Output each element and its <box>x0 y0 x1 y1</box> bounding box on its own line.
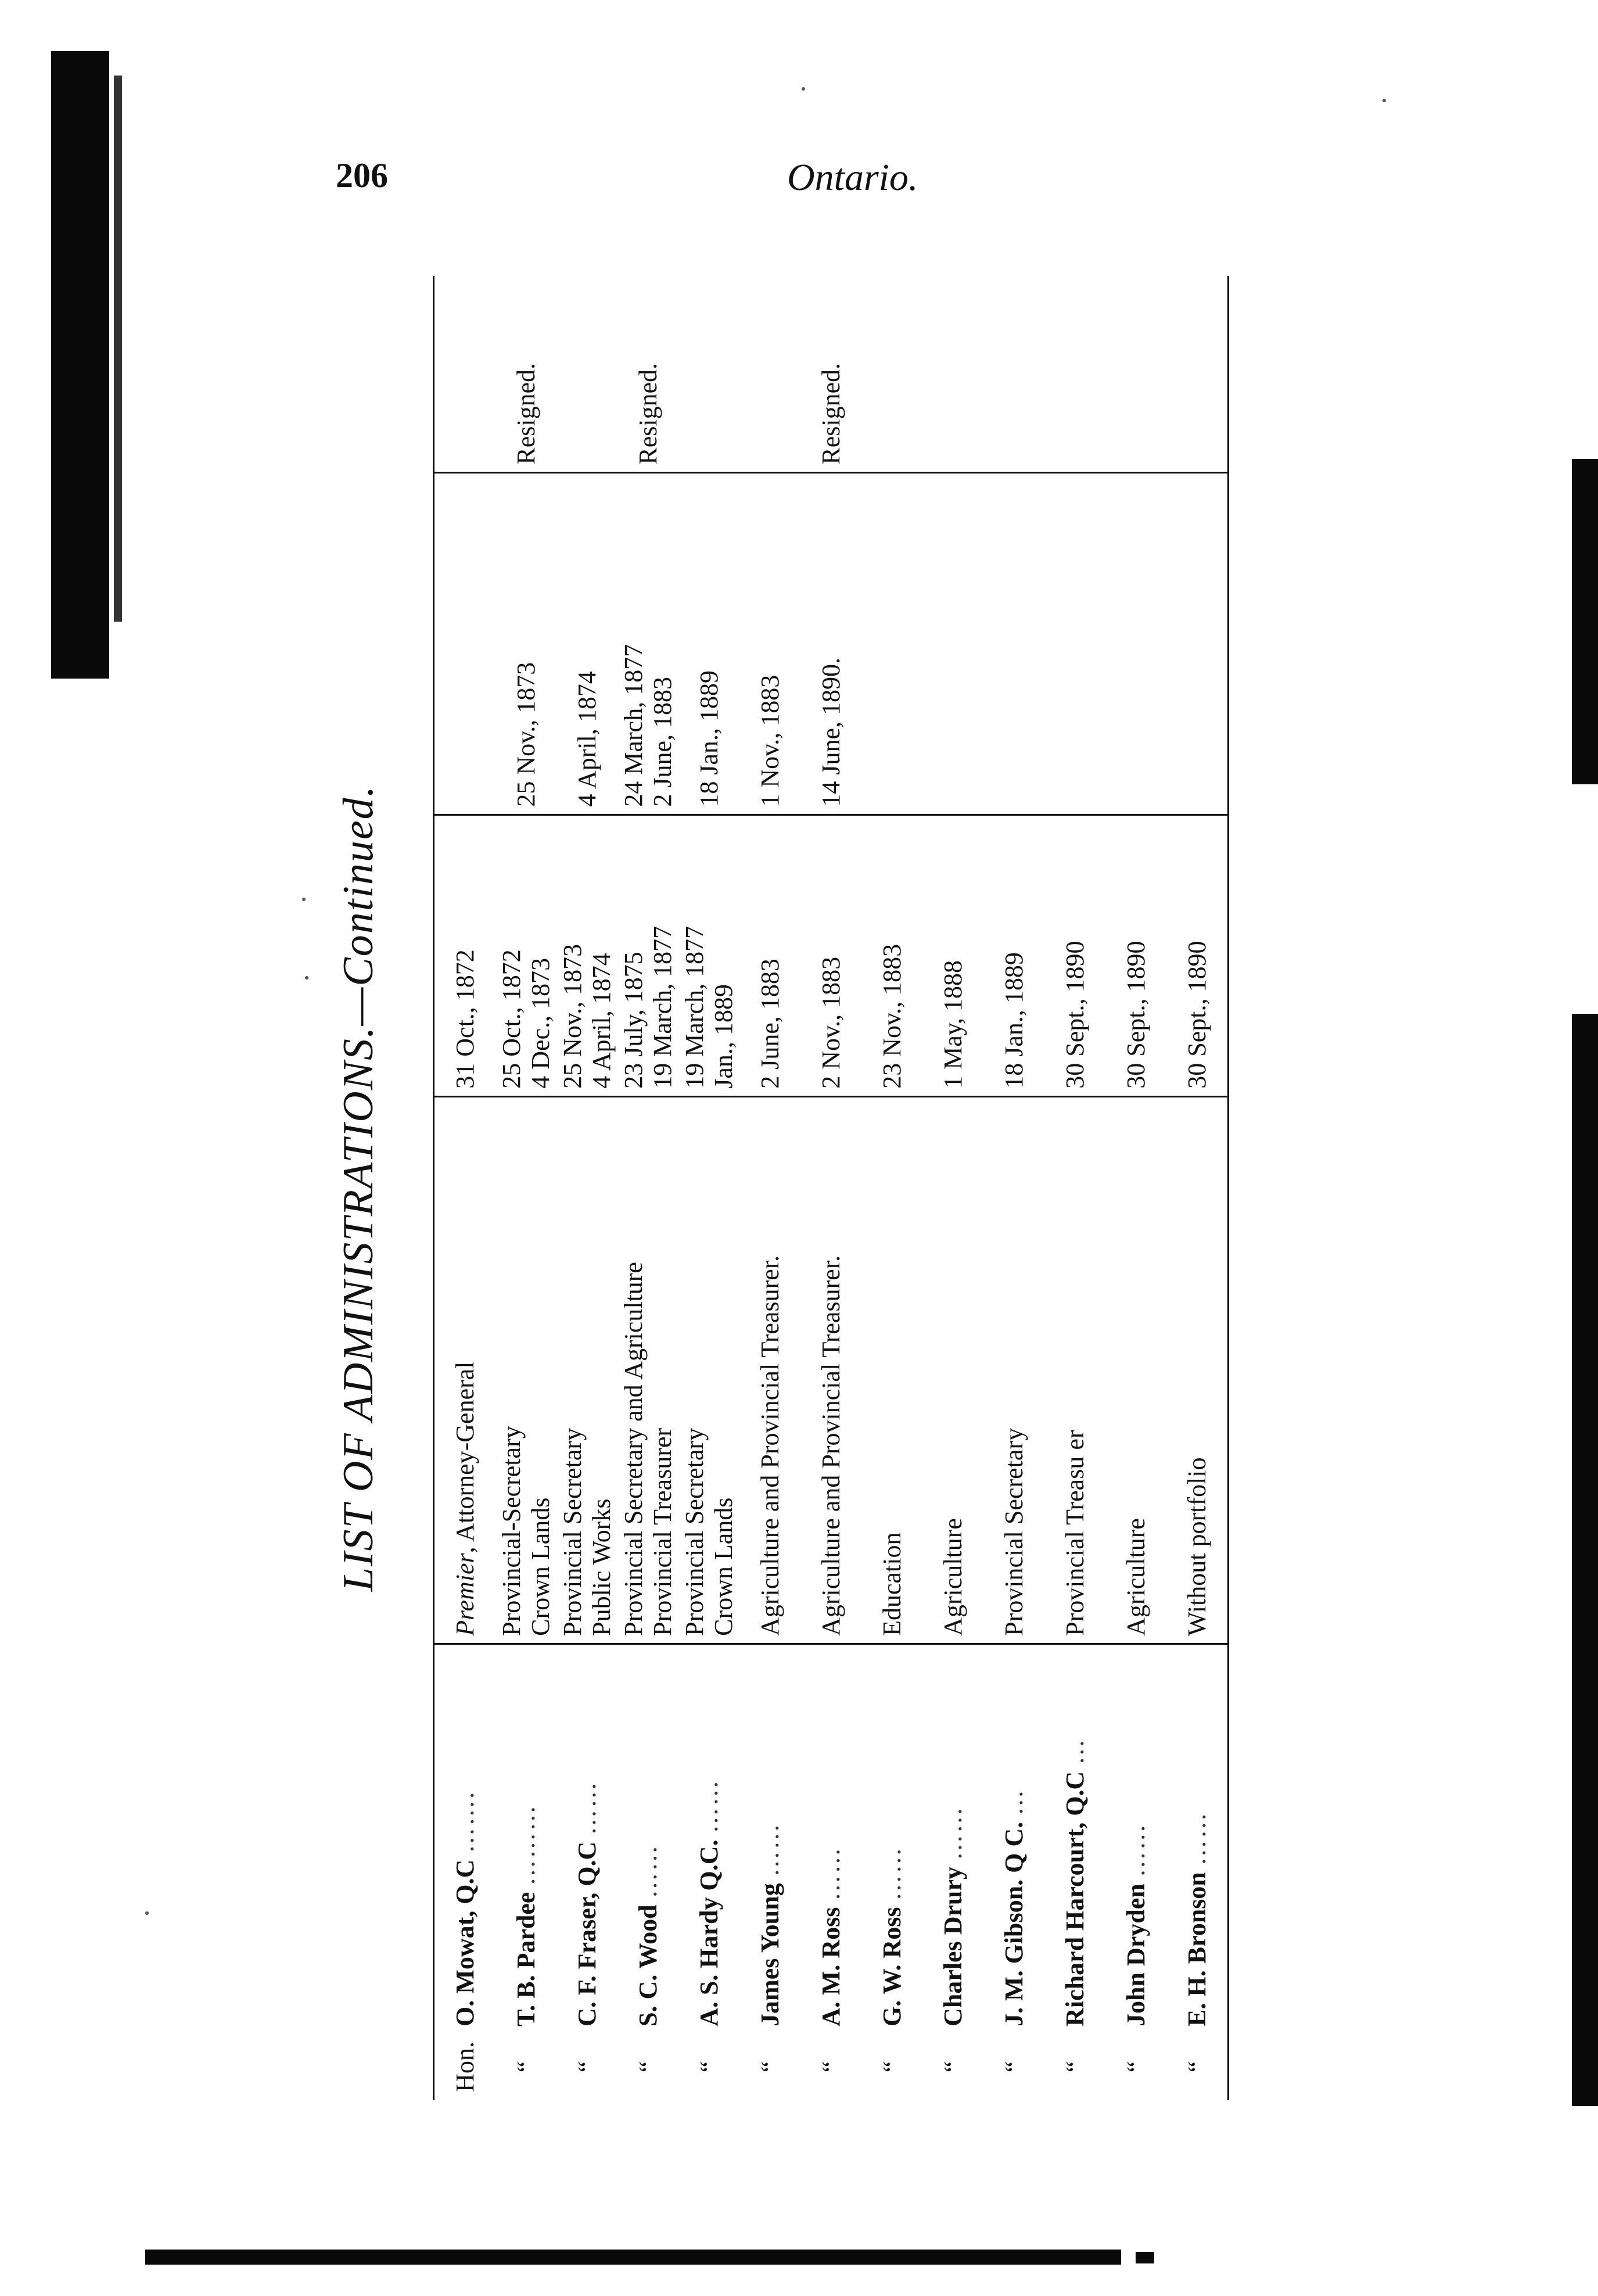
office-cell <box>556 1096 617 1644</box>
remarks-cell <box>678 276 739 472</box>
ditto-mark: “ <box>878 2061 906 2073</box>
appointed-line-1: 30 Sept., 1890 <box>1060 941 1089 1089</box>
remarks-cell <box>434 276 496 472</box>
office-cell <box>983 1096 1044 1644</box>
office-line-1 <box>558 1104 587 1636</box>
appointed-cell <box>434 815 496 1096</box>
appointed-line-1: 30 Sept., 1890 <box>1121 941 1150 1089</box>
appointed-line-2: 4 Dec., 1873 <box>526 957 555 1089</box>
office-text: Agriculture <box>1121 1518 1150 1636</box>
member-name-cell <box>556 1644 617 2033</box>
office-text: Agriculture <box>938 1518 967 1636</box>
office-text: Education <box>877 1532 906 1636</box>
table-body <box>434 276 1229 2100</box>
remarks-cell <box>983 276 1044 472</box>
member-name-cell <box>800 1644 861 2033</box>
member-name-cell <box>434 1644 496 2033</box>
retired-cell <box>1105 472 1166 815</box>
appointed-cell <box>1105 815 1166 1096</box>
appointed-cell <box>1166 815 1229 1096</box>
dot-leader: …… <box>939 1805 967 1860</box>
office-text: Provincial Secretary <box>558 1427 587 1636</box>
member-name: C. F. Fraser, Q.C <box>573 1841 601 2026</box>
table-row <box>983 276 1044 2100</box>
remarks-cell <box>739 276 800 472</box>
scan-edge-shadow-left <box>51 51 109 679</box>
office-line-2: Crown Lands <box>526 1497 555 1636</box>
office-line-1 <box>619 1104 648 1636</box>
page-number: 206 <box>336 156 388 195</box>
office-line-1 <box>817 1104 846 1636</box>
ditto-mark: “ <box>1166 2033 1229 2100</box>
appointed-cell <box>739 815 800 1096</box>
scan-speck <box>305 976 308 980</box>
ditto-mark: “ <box>634 2061 662 2073</box>
table-row <box>495 276 556 2100</box>
ditto-mark: “ <box>1000 2061 1028 2073</box>
member-name: T. B. Pardee <box>512 1892 540 2026</box>
dot-leader: …… <box>573 1780 601 1835</box>
dot-leader: …… <box>878 1846 906 1901</box>
appointed-cell <box>495 815 556 1096</box>
retired-cell <box>739 472 800 815</box>
office-text: Provincial Secretary <box>999 1427 1028 1636</box>
office-line-1 <box>756 1104 785 1636</box>
office-cell <box>800 1096 861 1644</box>
retired-cell <box>617 472 678 815</box>
office-line-1 <box>1000 1104 1029 1636</box>
table-caption: LIST OF ADMINISTRATIONS.—Continued. <box>335 784 382 1592</box>
member-name: E. H. Bronson <box>1183 1872 1211 2026</box>
scan-speck <box>802 87 805 91</box>
ditto-mark: “ <box>512 2061 540 2073</box>
retired-cell <box>800 472 861 815</box>
remarks-cell <box>1166 276 1229 472</box>
appointed-line-1: 23 Nov., 1883 <box>877 943 906 1089</box>
retired-cell <box>983 472 1044 815</box>
office-text: Provincial-Secretary <box>497 1426 526 1636</box>
member-name-cell <box>678 1644 739 2033</box>
remarks-cell: Resigned. <box>634 363 662 465</box>
appointed-cell <box>1044 815 1105 1096</box>
table-row <box>678 276 739 2100</box>
dot-leader: ……. <box>451 1790 479 1853</box>
table-row <box>434 276 496 2100</box>
table-row <box>556 276 617 2100</box>
office-text: Agriculture and Provincial Treasurer. <box>755 1255 784 1636</box>
remarks-cell: Resigned. <box>512 363 540 465</box>
running-head: Ontario. <box>787 156 918 199</box>
rotated-table-block <box>317 264 1292 2112</box>
dot-leader: …… <box>634 1843 662 1899</box>
retired-cell <box>1044 472 1105 815</box>
dot-leader: …… <box>1122 1823 1150 1878</box>
ditto-mark: “ <box>1061 2061 1089 2073</box>
office-line-1 <box>1061 1104 1090 1636</box>
ditto-mark: “ <box>1122 2061 1150 2073</box>
retired-line-1: 1 Nov., 1883 <box>755 675 784 807</box>
member-name: Richard Harcourt, Q.C <box>1061 1771 1089 2026</box>
dot-leader: …… <box>756 1822 784 1877</box>
retired-line-2: 2 June, 1883 <box>648 676 677 807</box>
retired-line-1: 18 Jan., 1889 <box>694 670 723 807</box>
retired-cell <box>861 472 922 815</box>
appointed-cell <box>983 815 1044 1096</box>
office-line-1 <box>878 1104 907 1636</box>
office-cell <box>1166 1096 1229 1644</box>
remarks-cell: Resigned. <box>817 363 845 465</box>
table-row <box>1044 276 1105 2100</box>
ditto-mark: “ <box>939 2061 967 2073</box>
remarks-cell <box>1044 276 1105 472</box>
appointed-line-2: 4 April, 1874 <box>587 953 616 1089</box>
retired-cell <box>434 472 496 815</box>
appointed-line-2: 19 March, 1877 <box>648 925 677 1089</box>
member-name-cell <box>1166 1644 1229 2033</box>
member-name: Charles Drury <box>939 1866 967 2026</box>
office-line-2: Crown Lands <box>709 1497 738 1636</box>
ditto-mark: “ <box>817 2061 845 2073</box>
appointed-line-1: 23 July, 1875 <box>619 952 648 1089</box>
retired-cell <box>556 472 617 815</box>
office-cell <box>678 1096 739 1644</box>
scan-speck <box>302 898 306 901</box>
dot-leader: … <box>1000 1788 1028 1816</box>
appointed-line-1: 1 May, 1888 <box>938 960 967 1089</box>
appointed-line-1: 31 Oct., 1872 <box>450 949 479 1089</box>
member-name-cell <box>1044 1644 1105 2033</box>
scan-edge-shadow-bottom <box>145 2250 1121 2265</box>
member-name-cell <box>922 1644 983 2033</box>
scan-speck <box>145 1911 149 1915</box>
member-name: John Dryden <box>1122 1884 1150 2026</box>
office-text: Provincial Secretary <box>680 1427 709 1636</box>
table-row <box>1166 276 1229 2100</box>
office-cell <box>861 1096 922 1644</box>
office-text: Without portfolio <box>1182 1457 1211 1636</box>
office-text: , Attorney-General <box>450 1361 479 1554</box>
appointed-line-1: 30 Sept., 1890 <box>1182 941 1211 1089</box>
administrations-table <box>433 276 1229 2100</box>
member-name-cell <box>983 1644 1044 2033</box>
appointed-cell <box>678 815 739 1096</box>
office-line-2: Public Works <box>587 1498 616 1636</box>
office-cell <box>739 1096 800 1644</box>
member-name-cell <box>617 1644 678 2033</box>
member-name: A. S. Hardy Q.C. <box>695 1839 723 2026</box>
scan-speck <box>1382 99 1386 102</box>
ditto-mark: Hon. <box>434 2033 496 2100</box>
retired-cell <box>678 472 739 815</box>
office-text: Provincial Secretary and Agriculture <box>619 1262 648 1636</box>
office-text: Provincial Treasu er <box>1060 1430 1089 1636</box>
table-row <box>861 276 922 2100</box>
appointed-cell <box>800 815 861 1096</box>
table-row <box>922 276 983 2100</box>
appointed-line-1: 2 Nov., 1883 <box>816 956 845 1089</box>
appointed-line-1: 25 Nov., 1873 <box>558 943 587 1089</box>
dot-leader: ……… <box>512 1803 540 1886</box>
appointed-cell <box>617 815 678 1096</box>
retired-line-1: 24 March, 1877 <box>619 644 648 807</box>
remarks-cell <box>1105 276 1166 472</box>
appointed-cell <box>556 815 617 1096</box>
office-line-1 <box>1122 1104 1151 1636</box>
office-line-1 <box>1183 1104 1212 1636</box>
scan-edge-shadow-right-bottom <box>1572 1014 1598 2106</box>
office-cell <box>495 1096 556 1644</box>
office-cell <box>434 1096 496 1644</box>
office-cell <box>617 1096 678 1644</box>
dot-leader: …… <box>817 1846 845 1901</box>
member-name-cell <box>1105 1644 1166 2033</box>
dot-leader: …… <box>1183 1811 1211 1866</box>
member-name: G. W. Ross <box>878 1907 906 2026</box>
office-line-1 <box>451 1104 480 1636</box>
member-name: James Young <box>756 1883 784 2026</box>
appointed-cell <box>922 815 983 1096</box>
office-cell <box>1105 1096 1166 1644</box>
member-name: A. M. Ross <box>817 1907 845 2026</box>
office-cell <box>1044 1096 1105 1644</box>
member-name: S. C. Wood <box>634 1904 662 2026</box>
scan-edge-mark-bottom <box>1136 2252 1154 2263</box>
scan-edge-shadow-right-top <box>1572 459 1598 784</box>
office-italic: Premier <box>450 1553 479 1636</box>
appointed-cell <box>861 815 922 1096</box>
ditto-mark: “ <box>695 2061 723 2073</box>
office-line-1 <box>497 1104 526 1636</box>
appointed-line-2: Jan., 1889 <box>709 984 738 1089</box>
appointed-line-1: 19 March, 1877 <box>680 925 709 1089</box>
remarks-cell <box>861 276 922 472</box>
appointed-line-1: 25 Oct., 1872 <box>497 949 526 1089</box>
retired-line-1: 25 Nov., 1873 <box>511 662 540 807</box>
scan-edge-line-left <box>114 76 122 622</box>
retired-cell <box>922 472 983 815</box>
office-line-1 <box>939 1104 968 1636</box>
office-line-2: Provincial Treasurer <box>648 1427 677 1636</box>
office-cell <box>922 1096 983 1644</box>
retired-line-1: 14 June, 1890. <box>816 657 845 807</box>
member-name-cell <box>495 1644 556 2033</box>
table-row <box>739 276 800 2100</box>
member-name-cell <box>739 1644 800 2033</box>
retired-line-1: 4 April, 1874 <box>572 671 601 807</box>
member-name: O. Mowat, Q.C <box>451 1859 479 2026</box>
ditto-mark: “ <box>573 2061 601 2073</box>
member-name: J. M. Gibson. Q C. <box>1000 1821 1028 2026</box>
dot-leader: …… <box>695 1778 723 1834</box>
table-row <box>1105 276 1166 2100</box>
appointed-line-1: 2 June, 1883 <box>755 959 784 1089</box>
office-line-1 <box>680 1104 709 1636</box>
retired-cell <box>1166 472 1229 815</box>
appointed-line-1: 18 Jan., 1889 <box>999 952 1028 1089</box>
retired-cell <box>495 472 556 815</box>
table-row <box>800 276 861 2100</box>
remarks-cell <box>922 276 983 472</box>
member-name-cell <box>861 1644 922 2033</box>
table-row <box>617 276 678 2100</box>
ditto-mark: “ <box>756 2061 784 2073</box>
dot-leader: … <box>1061 1737 1089 1765</box>
office-text: Agriculture and Provincial Treasurer. <box>816 1255 845 1636</box>
remarks-cell <box>556 276 617 472</box>
